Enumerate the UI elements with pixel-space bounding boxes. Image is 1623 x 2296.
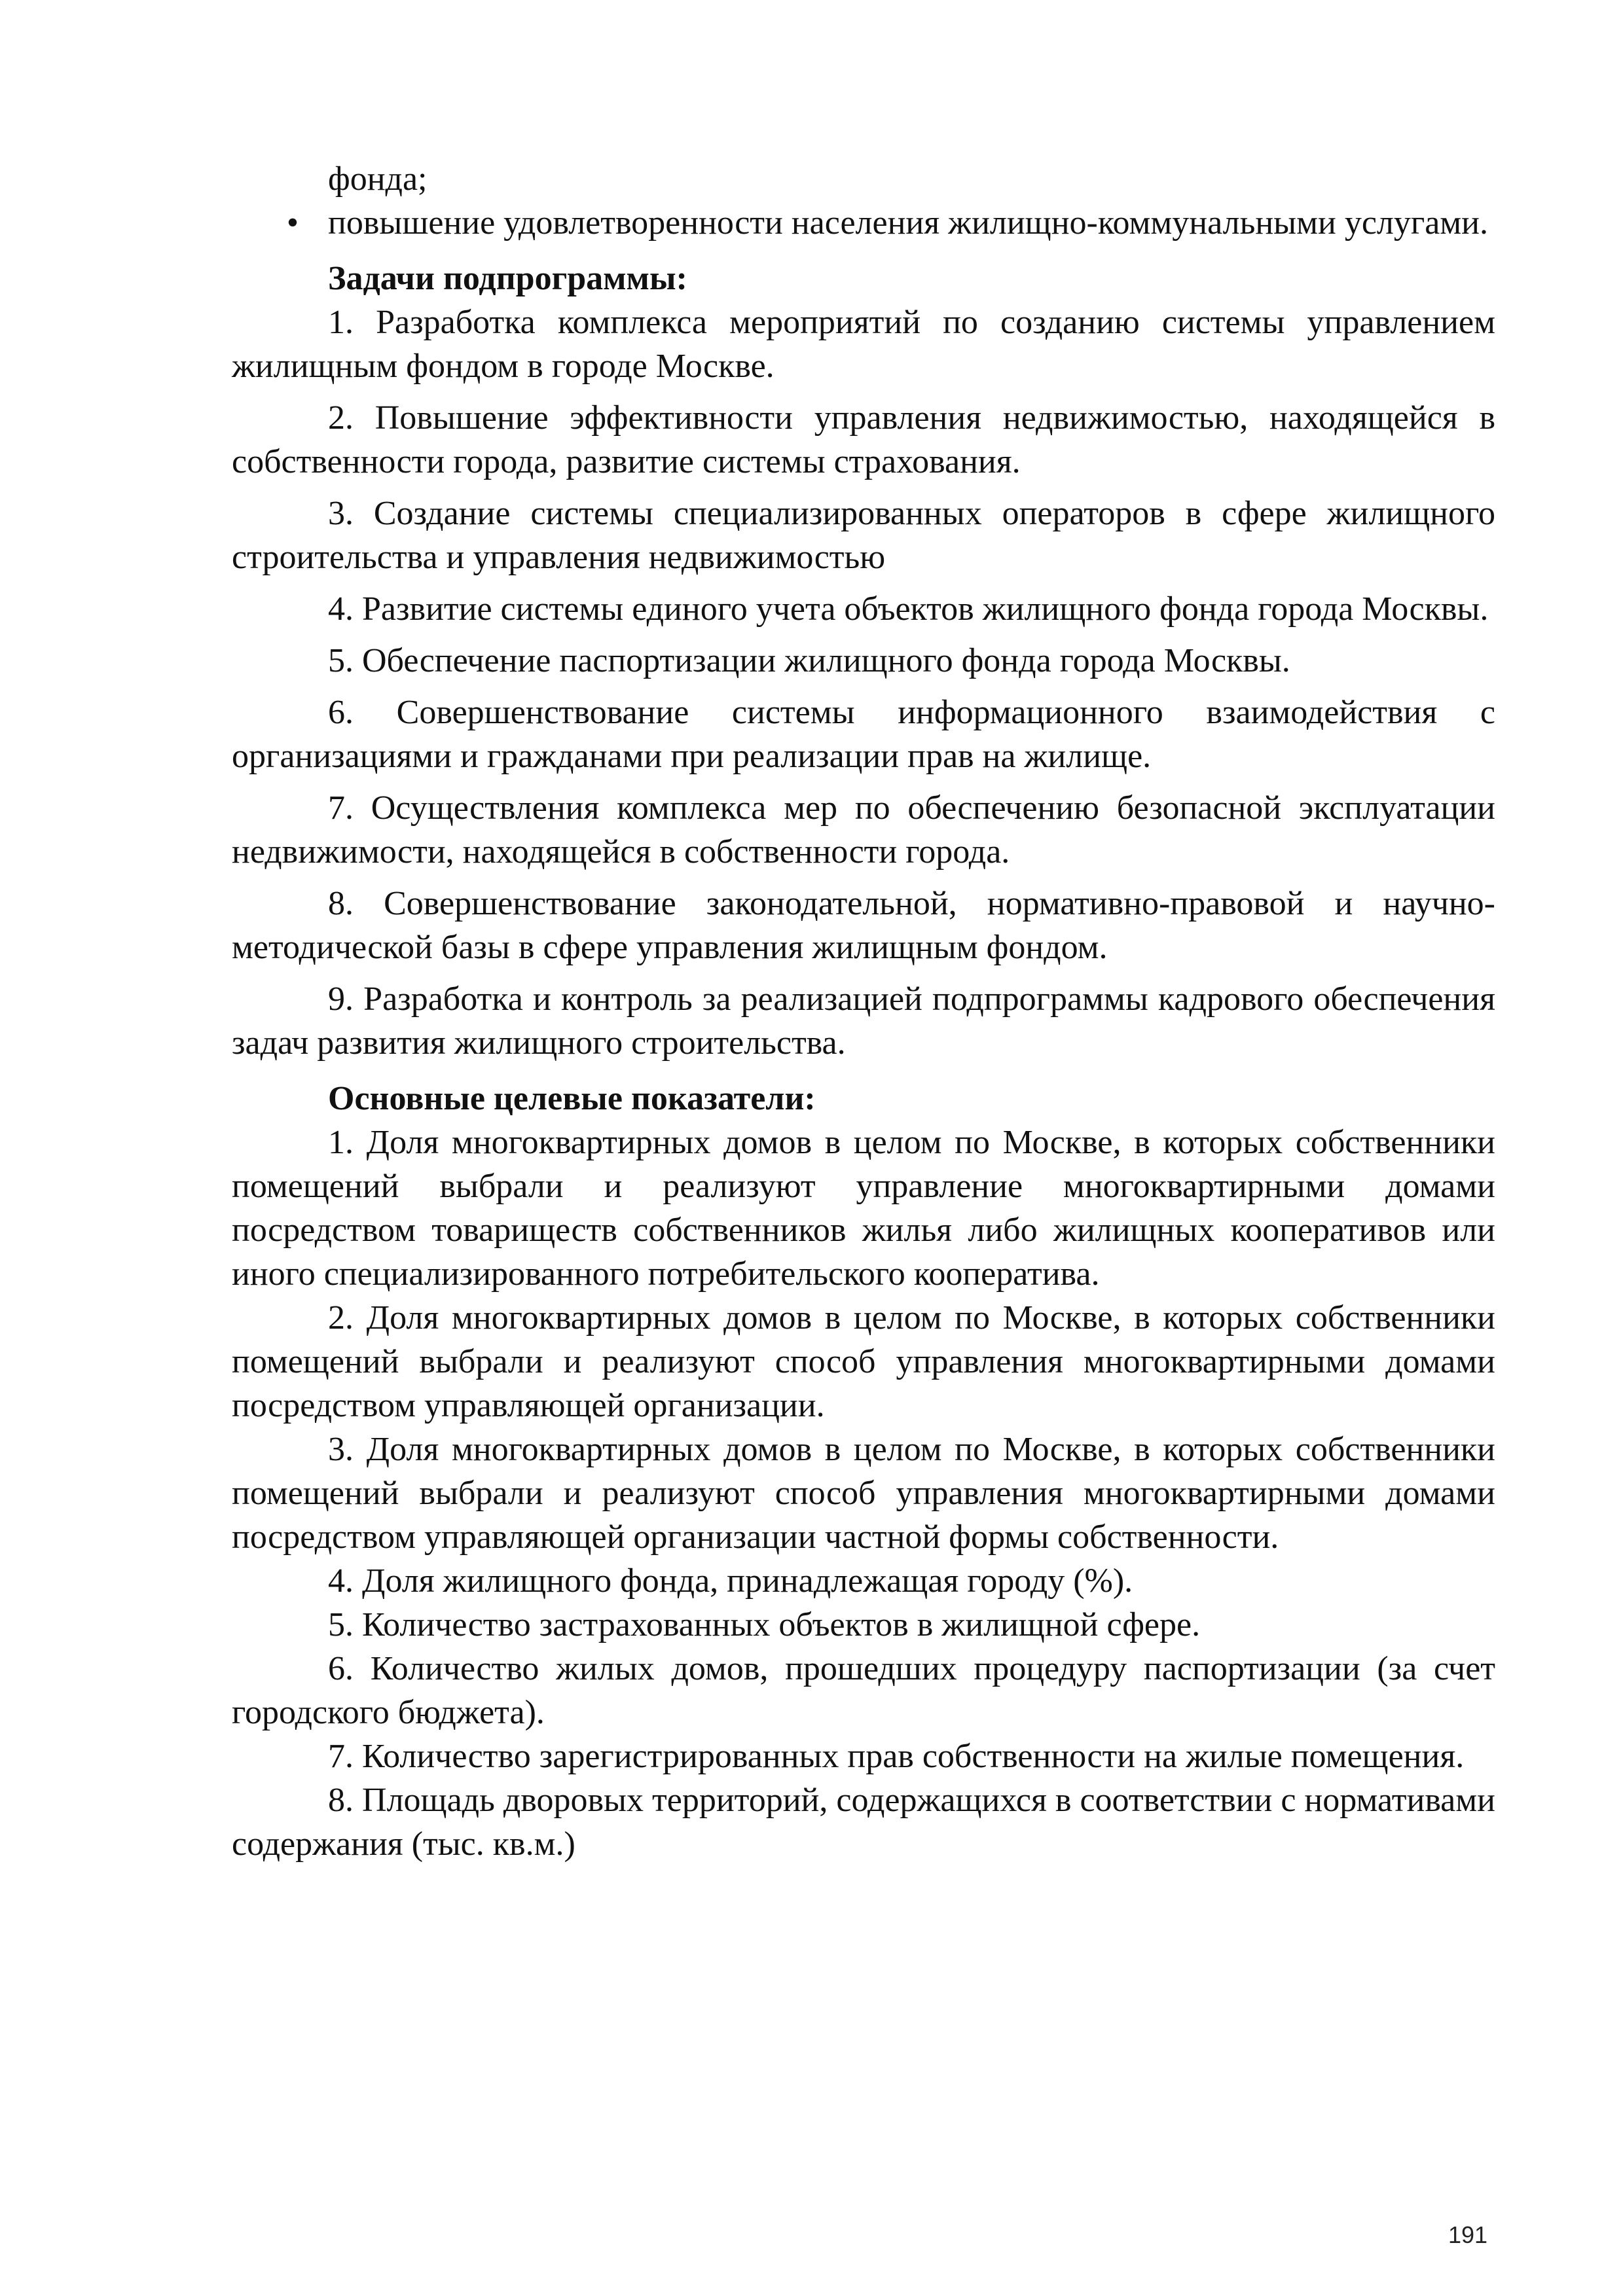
indicator-item-5: 5. Количество застрахованных объектов в жилищной сфере. [328, 1606, 1201, 1643]
indicators-heading: Основные целевые показатели: [328, 1080, 816, 1117]
task-item-1: 1. Разработка комплекса мероприятий по созданию системы управлением жилищным фондом в городе Москве. [232, 304, 1495, 385]
page-content [232, 157, 1495, 1866]
task-item-6: 6. Совершенствование системы информационного взаимодействия с организациями и гражданами при реализации прав на жилище. [232, 694, 1495, 775]
indicator-item-8: 8. Площадь дворовых территорий, содержащихся в соответствии с нормативами содержания (тыс. кв.м.) [232, 1782, 1495, 1863]
bullet-list-item [232, 201, 1495, 245]
task-item-4: 4. Развитие системы единого учета объектов жилищного фонда города Москвы. [328, 590, 1489, 628]
indicator-item-1: 1. Доля многоквартирных домов в целом по Москве, в которых собственники помещений выбрали и реализуют управление многоквартирными домами посредством товариществ собственников жилья либо жилищных кооперативов или иного специализированного потребительского кооператива. [232, 1124, 1495, 1293]
task-item-9: 9. Разработка и контроль за реализацией подпрограммы кадрового обеспечения задач развития жилищного строительства. [232, 980, 1495, 1062]
page-number: 191 [1448, 2221, 1488, 2248]
indicator-item-3: 3. Доля многоквартирных домов в целом по Москве, в которых собственники помещений выбрали и реализуют способ управления многоквартирными домами посредством управляющей организации частной формы собственности. [232, 1431, 1495, 1556]
task-item-7: 7. Осуществления комплекса мер по обеспечению безопасной эксплуатации недвижимости, находящейся в собственности города. [232, 789, 1495, 870]
indicator-item-4: 4. Доля жилищного фонда, принадлежащая городу (%). [328, 1562, 1133, 1600]
continuation-text: фонда; [328, 160, 428, 198]
task-item-8: 8. Совершенствование законодательной, нормативно-правовой и научно-методической базы в сфере управления жилищным фондом. [232, 885, 1495, 966]
task-item-3: 3. Создание системы специализированных операторов в сфере жилищного строительства и управления недвижимостью [232, 495, 1495, 576]
task-item-2: 2. Повышение эффективности управления недвижимостью, находящейся в собственности города, развитие системы страхования. [232, 399, 1495, 480]
indicator-item-6: 6. Количество жилых домов, прошедших процедуру паспортизации (за счет городского бюджета). [232, 1650, 1495, 1731]
bullet-icon: • [286, 204, 299, 242]
task-item-5: 5. Обеспечение паспортизации жилищного фонда города Москвы. [328, 642, 1290, 679]
bullet-text: повышение удовлетворенности населения жилищно-коммунальными услугами. [328, 204, 1489, 242]
indicator-item-7: 7. Количество зарегистрированных прав собственности на жилые помещения. [328, 1738, 1465, 1775]
tasks-heading: Задачи подпрограммы: [328, 260, 687, 297]
indicator-item-2: 2. Доля многоквартирных домов в целом по Москве, в которых собственники помещений выбрали и реализуют способ управления многоквартирными домами посредством управляющей организации. [232, 1299, 1495, 1424]
